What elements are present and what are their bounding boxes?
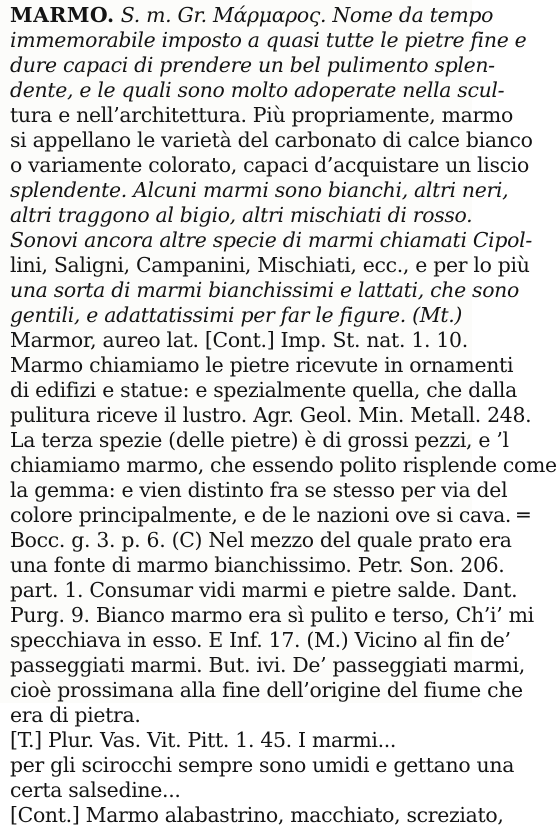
entry-text-line: part. 1. Consumar vidi marmi e pietre salde. Dant.: [10, 578, 518, 602]
entry-text-line: Sonovi ancora altre specie di marmi chiamati Cipol-: [10, 228, 532, 252]
entry-text-line: [T.] Plur. Vas. Vit. Pitt. 1. 45. I marmi...: [10, 728, 397, 752]
entry-text-line: Marmo chiamiamo le pietre ricevute in ornamenti: [10, 353, 514, 377]
entry-text-line: Bocc. g. 3. p. 6. (C) Nel mezzo del quale prato era: [10, 528, 512, 552]
entry-text-line: era di pietra.: [10, 703, 141, 727]
entry-text-line: Nome da tempo: [332, 3, 494, 27]
entry-text-line: di edifizi e statue: e spezialmente quella, che dalla: [10, 378, 517, 402]
entry-text-line: lini, Saligni, Campanini, Mischiati, ecc., e per lo più: [10, 253, 530, 277]
entry-text-line: specchiava in esso. E Inf. 17. (M.) Vicino al fin de’: [10, 628, 511, 652]
entry-line-1: [10, 3, 494, 28]
entry-text-line: per gli scirocchi sempre sono umidi e gettano una: [10, 753, 515, 777]
entry-greek-etymon: Μάρμαρος.: [213, 3, 327, 27]
entry-text-line: pulitura riceve il lustro. Agr. Geol. Min. Metall. 248.: [10, 403, 532, 427]
entry-text-line: altri traggono al bigio, altri mischiati di rosso.: [10, 203, 473, 227]
entry-text-line: La terza spezie (delle pietre) è di grossi pezzi, e ’l: [10, 428, 509, 452]
entry-text-line: [Cont.] Marmo alabastrino, macchiato, screziato,: [10, 803, 504, 827]
entry-headword: MARMO.: [10, 3, 115, 27]
entry-text-line: colore principalmente, e de le nazioni ove si cava. ═: [10, 503, 530, 527]
entry-text-line: tura e nell’architettura. Più propriamente, marmo: [10, 103, 513, 127]
entry-text-line: Purg. 9. Bianco marmo era sì pulito e terso, Ch’i’ mi: [10, 603, 534, 627]
entry-grammar: S. m. Gr.: [120, 3, 207, 27]
entry-text-line: certa salsedine...: [10, 778, 181, 802]
entry-text-line: cioè prossimana alla fine dell’origine del fiume che: [10, 678, 523, 702]
entry-text-line: dure capaci di prendere un bel pulimento splen-: [10, 53, 495, 77]
entry-text-line: o variamente colorato, capaci d’acquistare un liscio: [10, 153, 529, 177]
entry-text-line: dente, e le quali sono molto adoperate nella scul-: [10, 78, 505, 102]
entry-text-line: gentili, e adattatissimi per far le figure. (Mt.): [10, 303, 463, 327]
entry-text-line: si appellano le varietà del carbonato di calce bianco: [10, 128, 533, 152]
entry-text-line: chiamiamo marmo, che essendo polito risplende come: [10, 453, 557, 477]
entry-text-line: una sorta di marmi bianchissimi e lattati, che sono: [10, 278, 519, 302]
entry-text-line: la gemma: e vien distinto fra se stesso per via del: [10, 478, 508, 502]
entry-text-line: passeggiati marmi. But. ivi. De’ passeggiati marmi,: [10, 653, 525, 677]
entry-text-line: una fonte di marmo bianchissimo. Petr. Son. 206.: [10, 553, 505, 577]
entry-text-line: splendente. Alcuni marmi sono bianchi, altri neri,: [10, 178, 509, 202]
entry-text-line: Marmor, aureo lat. [Cont.] Imp. St. nat. 1. 10.: [10, 328, 468, 352]
entry-text-line: immemorabile imposto a quasi tutte le pietre fine e: [10, 28, 527, 52]
